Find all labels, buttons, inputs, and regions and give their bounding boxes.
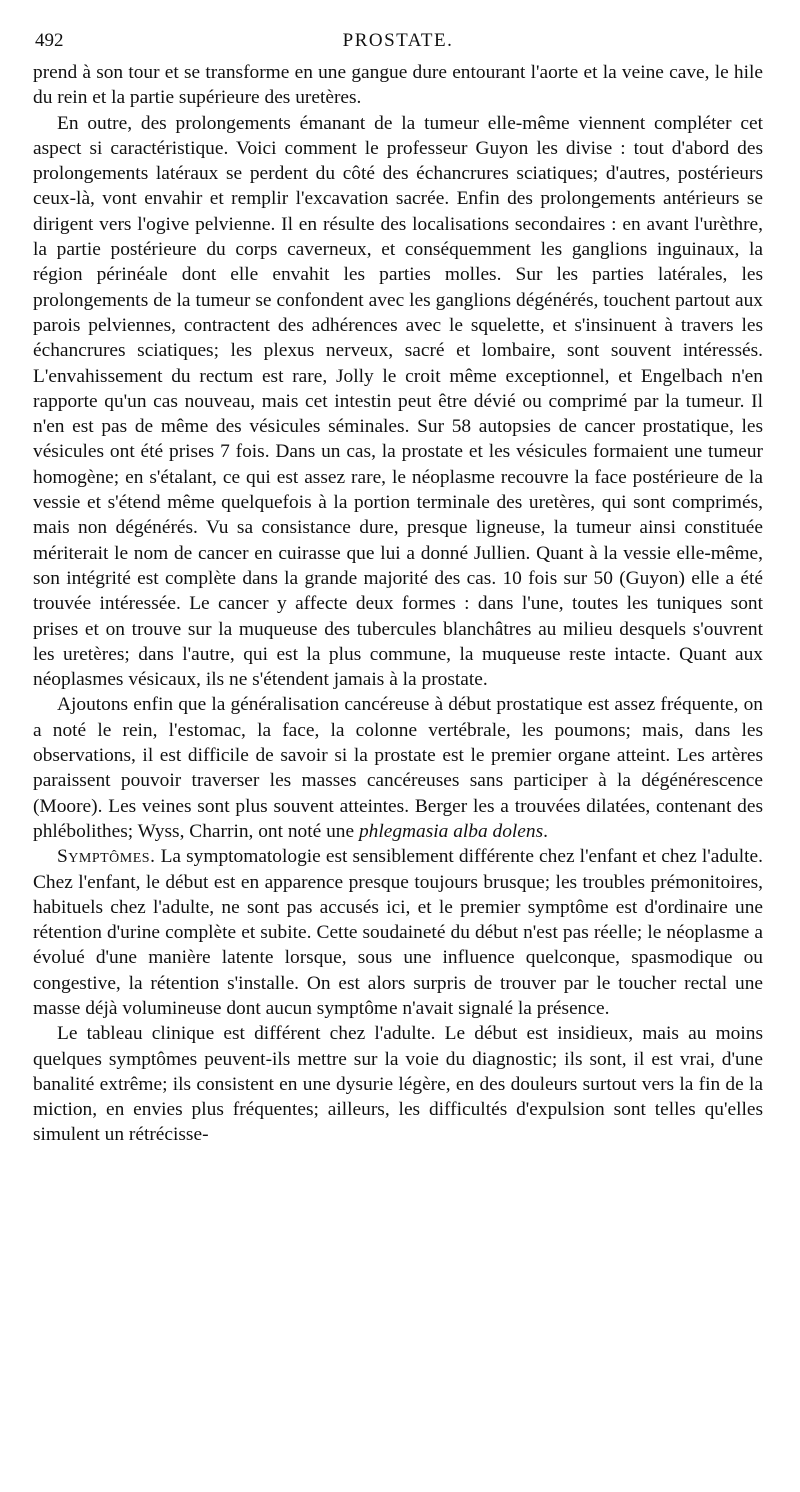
paragraph-adulte <box>33 1021 763 1147</box>
page-header <box>33 30 763 60</box>
paragraph-text: Ajoutons enfin que la généralisation cancéreuse à début prostatique est assez fréquente, on a noté le rein, l'estomac, la face, la colonne vertébrale, les poumons; mais, dans les observations, il est difficile de savoir si la prostate est le premier organe atteint. Les artères paraissent pouvoir traverser les masses cancéreuses sans participer à la dégénérescence (Moore). Les veines sont plus souvent atteintes. Berger les a trouvées dilatées, contenant des phlébolithes; Wyss, Charrin, ont noté une <box>33 694 763 842</box>
section-heading: Symptômes. <box>57 846 156 868</box>
paragraph-text: La symptomatologie est sensiblement différente chez l'enfant et chez l'adulte. Chez l'enfant, le début est en apparence presque toujours brusque; les troubles prémonitoires, habituels chez l'adulte, ne sont pas accusés ici, et le premier symptôme est d'ordinaire une rétention d'urine complète et subite. Cette soudaineté du début n'est pas réelle; le néoplasme a évolué d'une manière latente lorsque, sous une influence quelconque, spasmodique ou congestive, la rétention s'installe. On est alors surpris de trouver par le toucher rectal une masse déjà volumineuse dont aucun symptôme n'avait signalé la présence. <box>33 846 763 1019</box>
page-number: 492 <box>35 30 64 51</box>
italic-term: phlegmasia alba dolens <box>358 820 544 842</box>
paragraph-end: . <box>543 820 548 842</box>
paragraph-generalisation <box>33 692 763 844</box>
paragraph-text: Le tableau clinique est différent chez l'adulte. Le début est insidieux, mais au moins quelques symptômes peuvent-ils mettre sur la voie du diagnostic; ils sont, il est vrai, d'une banalité extrême; ils consistent en une dysurie légère, en des douleurs surtout vers la fin de la miction, en envies plus fréquentes; ailleurs, les difficultés d'expulsion sont telles qu'elles simulent un rétrécisse- <box>33 1023 763 1146</box>
paragraph-text: En outre, des prolongements émanant de la tumeur elle-même viennent compléter cet aspect si caractéristique. Voici comment le professeur Guyon les divise : tout d'abord des prolongements latéraux se perdent du côté des échancrures sciatiques; d'autres, postérieurs ceux-là, vont envahir et remplir l'excavation sacrée. Enfin des prolongements antérieurs se dirigent vers l'ogive pelvienne. Il en résulte des localisations secondaires : en avant l'urèthre, la partie postérieure du corps caverneux, et conséquemment les ganglions inguinaux, la région périnéale dont elle envahit les parties molles. Sur les parties latérales, les prolongements de la tumeur se confondent avec les ganglions dégénérés, touchent partout aux parois pelviennes, contractent des adhérences avec le squelette, et s'insinuent à travers les échancrures sciatiques; les plexus nerveux, sacré et lombaire, sont souvent intéressés. L'envahissement du rectum est rare, Jolly le croit même exceptionnel, et Engelbach n'en rapporte qu'un cas nouveau, mais cet intestin peut être dévié ou comprimé par la tumeur. Il n'en est pas de même des vésicules séminales. Sur 58 autopsies de cancer prostatique, les vésicules ont été prises 7 fois. Dans un cas, la prostate et les vésicules formaient une tumeur homogène; en s'étalant, ce qui est assez rare, le néoplasme recouvre la face postérieure de la vessie et s'étend même quelquefois à la portion terminale des uretères, qui sont comprimés, mais non dégénérés. Vu sa consistance dure, presque ligneuse, la tumeur ainsi constituée mériterait le nom de cancer en cuirasse que lui a donné Jullien. Quant à la vessie elle-même, son intégrité est complète dans la grande majorité des cas. 10 fois sur 50 (Guyon) elle a été trouvée intéressée. Le cancer y affecte deux formes : dans l'une, toutes les tuniques sont prises et on trouve sur la muqueuse des tubercules blanchâtres au milieu desquels s'ouvrent les uretères; dans l'autre, qui est la plus commune, la muqueuse reste intacte. Quant aux néoplasmes vésicaux, ils ne s'étendent jamais à la prostate. <box>33 112 763 691</box>
paragraph-text: prend à son tour et se transforme en une gangue dure entourant l'aorte et la veine cave, le hile du rein et la partie supérieure des uretères. <box>33 62 763 109</box>
paragraph-continuation <box>33 60 763 111</box>
running-title: PROSTATE. <box>342 30 454 51</box>
paragraph-symptomes <box>33 844 763 1021</box>
book-page <box>33 30 763 1148</box>
paragraph-prolongements <box>33 111 763 693</box>
